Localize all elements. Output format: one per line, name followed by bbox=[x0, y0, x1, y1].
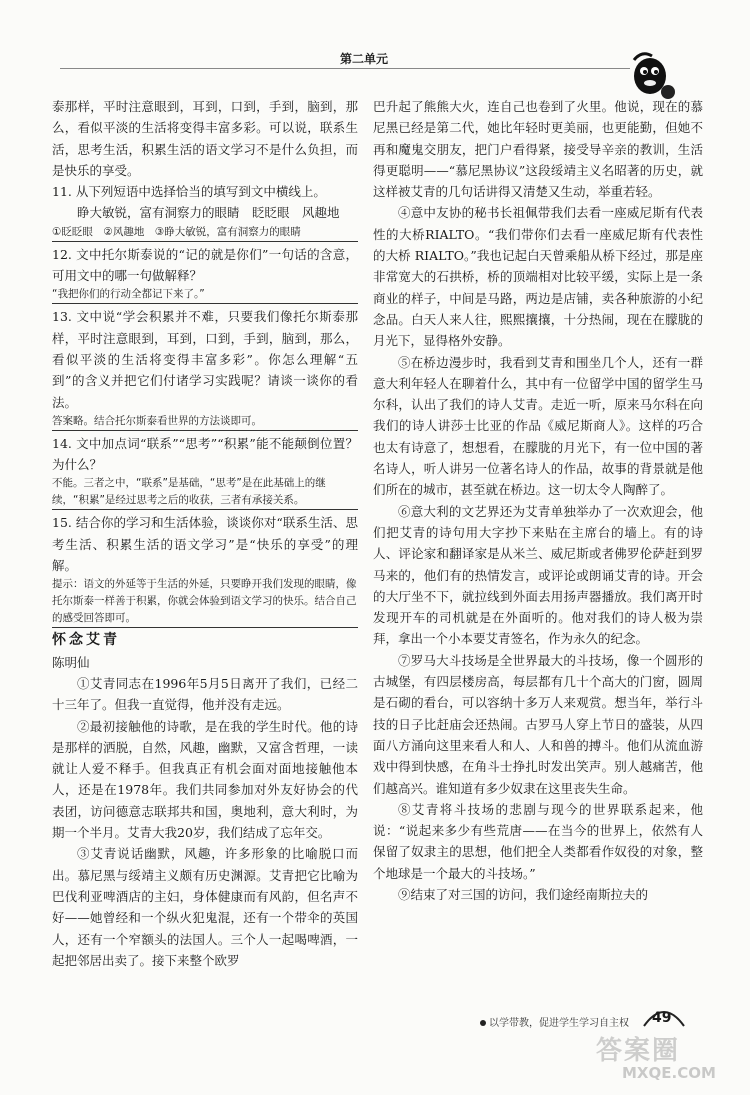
article-title: 怀念艾青 bbox=[52, 632, 120, 649]
question-11: 11. 从下列短语中选择恰当的填写到文中横线上。 bbox=[52, 184, 326, 200]
bullet-icon bbox=[480, 1020, 486, 1026]
paragraph-4: ④意中友协的秘书长祖佩带我们去看一座威尼斯有代表性的大桥RIALTO。“我们带你们去看一座威尼斯有代表性的大桥 RIALTO。”我也记起白天曾乘船从桥下经过，那是座非常宽大的石拱桥，桥的顶端相对比较平缓，实际上是一条商业的样子，中间是马路，两边是店铺，卖各种旅游的小纪念品。白天人来人往，熙熙攘攘，十分热闹，现在在朦胧的月光下，显得格外安静。 bbox=[373, 205, 703, 349]
paragraph-6: ⑥意大利的文艺界还为艾青单独举办了一次欢迎会，他们把艾青的诗句用大字抄下来贴在主席台的墙上。有的诗人、评论家和翻译家是从米兰、威尼斯或者佛罗伦萨赶到罗马来的，他们有的热情发言，或评论或朗诵艾青的诗。开会的大厅坐不下，就拉线到外面去用扬声器播放。我们离开时发现开车的司机就是在外面听的。他对我们的诗人极为崇拜，拿出一个小本要艾青签名，作为永久的纪念。 bbox=[373, 503, 703, 647]
right-column bbox=[373, 96, 703, 905]
watermark: 答案圈 bbox=[596, 1036, 681, 1066]
mascot-icon bbox=[628, 46, 678, 102]
paragraph-9: ⑨结束了对三国的访问，我们途经南斯拉夫的 bbox=[398, 886, 649, 902]
watermark-url: MXQE.COM bbox=[622, 1064, 716, 1082]
question-11-options: 睁大敏锐，富有洞察力的眼睛 眨眨眼 风趣地 bbox=[77, 205, 340, 221]
footer-slogan-text: 以学带教，促进学生学习自主权 bbox=[489, 1018, 629, 1029]
paragraph-7: ⑦罗马大斗技场是全世界最大的斗技场，像一个圆形的古城堡，有四层楼房高，每层都有几十个高大的门窗，圆周是石砌的看台，可以容纳十多万人来观赏。想当年，举行斗技的日子比赶庙会还热闹。古罗马人穿上节日的盛装，从四面八方涌向这里来看人和人、人和兽的搏斗。他们从流血游戏中得到快感，在角斗士挣扎时发出笑声。别人越痛苦，他们越高兴。谁知道有多少奴隶在这里丧失生命。 bbox=[373, 652, 703, 796]
paragraph-8: ⑧艾青将斗技场的悲剧与现今的世界联系起来，他说：“说起来多少有些荒唐——在当今的世界上，依然有人保留了奴隶主的思想，他们把全人类都看作奴役的对象，整个地球是一个最大的斗技场。” bbox=[373, 801, 703, 881]
answer-15: 提示：语文的外延等于生活的外延，只要睁开我们发现的眼睛，像托尔斯泰一样善于积累，你就会体验到语文学习的快乐。结合自己的感受回答即可。 bbox=[52, 576, 358, 628]
left-column bbox=[52, 96, 358, 971]
intro-paragraph: 泰那样，平时注意眼到，耳到，口到，手到，脑到，那么，看似平淡的生活将变得丰富多彩。可以说，联系生活，思考生活，积累生活的语文学习不是什么负担，而是快乐的享受。 bbox=[52, 99, 358, 178]
answer-14: 不能。三者之中，“联系”是基础，“思考”是在此基础上的继续，“积累”是经过思考之后的收获，三者有承接关系。 bbox=[52, 475, 358, 510]
paragraph-5: ⑤在桥边漫步时，我看到艾青和围坐几个人，还有一群意大利年轻人在聊着什么，其中有一位留学中国的留学生马尔科，认出了我们的诗人艾青。走近一听，原来马尔科在向我们的诗人讲莎士比亚的作品《威尼斯商人》。这样的巧合也太有诗意了，想想看，在朦胧的月光下，有一位中国的著名诗人，听人讲另一位著名诗人的作品，故事的背景就是他们所在的城市，甚至就在桥边。这一切太令人陶醉了。 bbox=[373, 354, 703, 498]
answer-12: “我把你们的行动全都记下来了。” bbox=[52, 286, 358, 304]
footer-slogan bbox=[480, 1014, 629, 1029]
page-number: 49 bbox=[652, 1010, 672, 1026]
paragraph-2: ②最初接触他的诗歌，是在我的学生时代。他的诗是那样的洒脱，自然，风趣，幽默，又富含哲理，一读就让人爱不释手。但我真正有机会面对面地接触他本人，还是在1978年。我们共同参加对外友好协会的代表团，访问德意志联邦共和国，奥地利，意大利时，为期一个半月。艾青大我20岁，我们结成了忘年交。 bbox=[52, 718, 358, 841]
answer-13: 答案略。结合托尔斯泰看世界的方法谈即可。 bbox=[52, 413, 358, 431]
question-15: 15. 结合你的学习和生活体验，谈谈你对“联系生活、思考生活、积累生活的语文学习”是“快乐的享受”的理解。 bbox=[52, 515, 358, 574]
paragraph-1: ①艾青同志在1996年5月5日离开了我们，已经二十三年了。但我一直觉得，他并没有走远。 bbox=[52, 675, 358, 713]
unit-title: 第二单元 bbox=[340, 52, 389, 66]
question-13: 13. 文中说“学会积累并不难，只要我们像托尔斯泰那样，平时注意眼到，耳到，口到，手到，脑到，那么，看似平淡的生活将变得丰富多彩”。你怎么理解“五到”的含义并把它们付诸学习实践呢？请谈一谈你的看法。 bbox=[52, 309, 358, 410]
answer-11: ①眨眨眼 ②风趣地 ③睁大敏锐，富有洞察力的眼睛 bbox=[52, 224, 358, 242]
paragraph-3-continued: 巴升起了熊熊大火，连自己也卷到了火里。他说，现在的慕尼黑已经是第二代，她比年轻时更美丽，也更能勤，但她不再和魔鬼交朋友，把门户看得紧，接受导辛亲的教训，生活得更聪明——“慕尼黑协议”这段绥靖主义名昭著的历史，就这样被艾青的几句话讲得又清楚又生动，举重若轻。 bbox=[373, 99, 703, 200]
question-12: 12. 文中托尔斯泰说的“记的就是你们”一句话的含意，可用文中的哪一句做解释？ bbox=[52, 246, 358, 284]
article-author: 陈明仙 bbox=[52, 654, 90, 670]
page-header bbox=[0, 38, 750, 68]
header-divider bbox=[60, 68, 630, 69]
question-14: 14. 文中加点词“联系”“思考”“积累”能不能颠倒位置？为什么？ bbox=[52, 435, 358, 473]
paragraph-3: ③艾青说话幽默，风趣，许多形象的比喻脱口而出。慕尼黑与绥靖主义颇有历史渊源。艾青把它比喻为巴伐利亚啤酒店的主妇，身体健康而有风韵，但名声不好——她曾经和一个纵火犯鬼混，还有一个带伞的英国人，还有一个窄额头的法国人。三个人一起喝啤酒，一起把邻居出卖了。接下来整个欧罗 bbox=[52, 846, 358, 968]
